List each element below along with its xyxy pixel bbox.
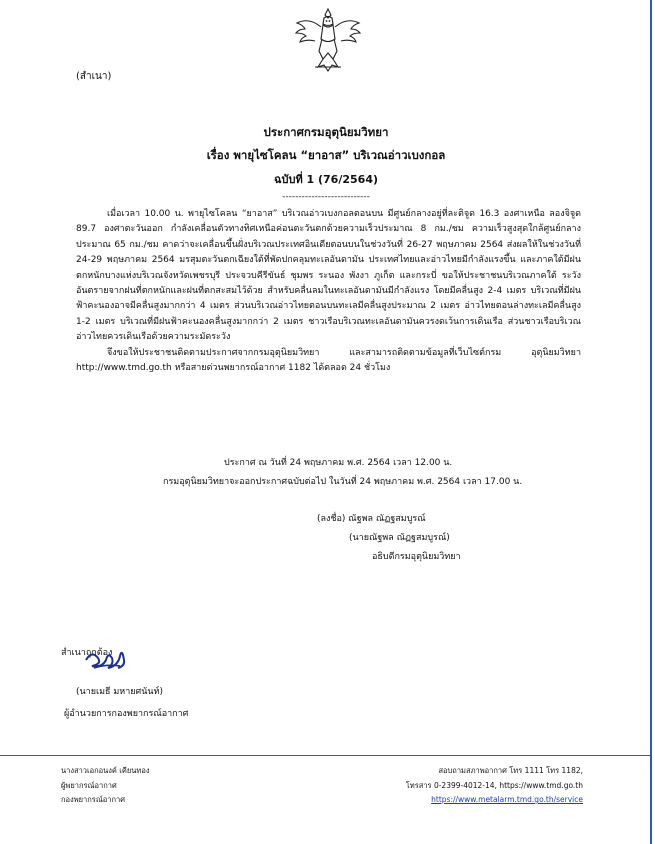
certified-copy-label: สำเนาถูกต้อง bbox=[61, 648, 113, 658]
certifier-position: ผู้อำนวยการกองพยากรณ์อากาศ bbox=[64, 709, 189, 719]
next-issue-notice: กรมอุตุนิยมวิทยาจะออกประกาศฉบับต่อไป ในวันที่ 24 พฤษภาคม พ.ศ. 2564 เวลา 17.00 น. bbox=[163, 477, 523, 487]
footer-left bbox=[61, 764, 150, 808]
handwritten-signature bbox=[80, 638, 135, 678]
footer-left-line-3: กองพยากรณ์อากาศ bbox=[61, 795, 126, 804]
footer-divider bbox=[0, 755, 652, 756]
footer-service-link[interactable]: https://www.metalarm.tmd.go.th/service bbox=[431, 795, 583, 804]
announcement-subject: เรื่อง พายุไซโคลน “ยาอาส” บริเวณอ่าวเบงกอล bbox=[206, 148, 446, 162]
footer-right-line-1: สอบถามสภาพอากาศ โทร 1111 โทร 1182, bbox=[438, 766, 583, 775]
separator: --------------------------- bbox=[282, 192, 370, 202]
body-paragraph-1: เมื่อเวลา 10.00 น. พายุไซโคลน “ยาอาส” บริเวณอ่าวเบงกอลตอนบน มีศูนย์กลางอยู่ที่ละติจูด 16.3 องศาเหนือ ลองจิจูด 89.7 องศาตะวันออก กำลังเคลื่อนตัวทางทิศเหนือค่อนตะวันตกด้วยความเร็วประมาณ 8 กม./ชม ความเร็วสูงสุดใกล้ศูนย์กลางประมาณ 65 กม./ชม คาดว่าจะเคลื่อนขึ้นฝั่งบริเวณประเทศอินเดียตอนบนในช่วงวันที่ 26-27 พฤษภาคม 2564 ส่งผลให้ในช่วงวันที่ 24-29 พฤษภาคม 2564 มรสุมตะวันตกเฉียงใต้ที่พัดปกคลุมทะเลอันดามัน ประเทศไทยและอ่าวไทยมีกำลังแรงขึ้น และภาคใต้มีฝนตกหนักบางแห่งบริเวณจังหวัดเพชรบุรี ประจวบคีรีขันธ์ ชุมพร ระนอง พังงา ภูเก็ต และกระบี่ ขอให้ประชาชนบริเวณภาคใต้ ระวังอันตรายจากฝนที่ตกหนักและฝนที่ตกสะสมไว้ด้วย สำหรับคลื่นลมในทะเลอันดามันมีกำลังแรง โดยมีคลื่นสูง 2-4 เมตร บริเวณที่มีฝนฟ้าคะนองอาจมีคลื่นสูงมากกว่า 4 เมตร ส่วนบริเวณอ่าวไทยตอนบนทะเลมีคลื่นสูงประมาณ 2 เมตร อ่าวไทยตอนล่างทะเลมีคลื่นสูง 1-2 เมตร บริเวณที่มีฝนฟ้าคะนองคลื่นสูงมากกว่า 2 เมตร ชาวเรือบริเวณทะเลอันดามันควรงดเว้นการเดินเรือ ส่วนชาวเรือบริเวณอ่าวไทยควรเดินเรือด้วยความระมัดระวัง bbox=[76, 209, 581, 343]
footer-right bbox=[388, 764, 583, 808]
body-text bbox=[76, 207, 581, 376]
signatory-position: อธิบดีกรมอุตุนิยมวิทยา bbox=[372, 552, 461, 562]
announced-at: ประกาศ ณ วันที่ 24 พฤษภาคม พ.ศ. 2564 เวลา 12.00 น. bbox=[224, 458, 453, 468]
certifier-name: (นายเมธี มหายศนันท์) bbox=[76, 687, 164, 697]
signatory-name: (นายณัฐพล ณัฏฐสมบูรณ์) bbox=[349, 533, 450, 543]
copy-mark: (สำเนา) bbox=[76, 71, 112, 82]
announcement-title: ประกาศกรมอุตุนิยมวิทยา bbox=[263, 125, 389, 139]
garuda-emblem-icon bbox=[293, 5, 363, 75]
footer-right-line-2: โทรสาร 0-2399-4012-14, https://www.tmd.go.th bbox=[405, 780, 583, 790]
announcement-issue: ฉบับที่ 1 (76/2564) bbox=[273, 173, 379, 186]
footer-left-line-1: นางสาวเอกอนงค์ เคียนทอง bbox=[61, 766, 150, 775]
footer-left-line-2: ผู้พยากรณ์อากาศ bbox=[61, 780, 117, 790]
signed-line: (ลงชื่อ) ณัฐพล ณัฏฐสมบูรณ์ bbox=[317, 514, 426, 524]
body-paragraph-2: จึงขอให้ประชาชนติดตามประกาศจากกรมอุตุนิยมวิทยา และสามารถติดตามข้อมูลที่เว็บไซต์กรม อุตุนิยมวิทยา http://www.tmd.go.th หรือสายด่วนพยากรณ์อากาศ 1182 ได้ตลอด 24 ชั่วโมง bbox=[76, 347, 581, 374]
